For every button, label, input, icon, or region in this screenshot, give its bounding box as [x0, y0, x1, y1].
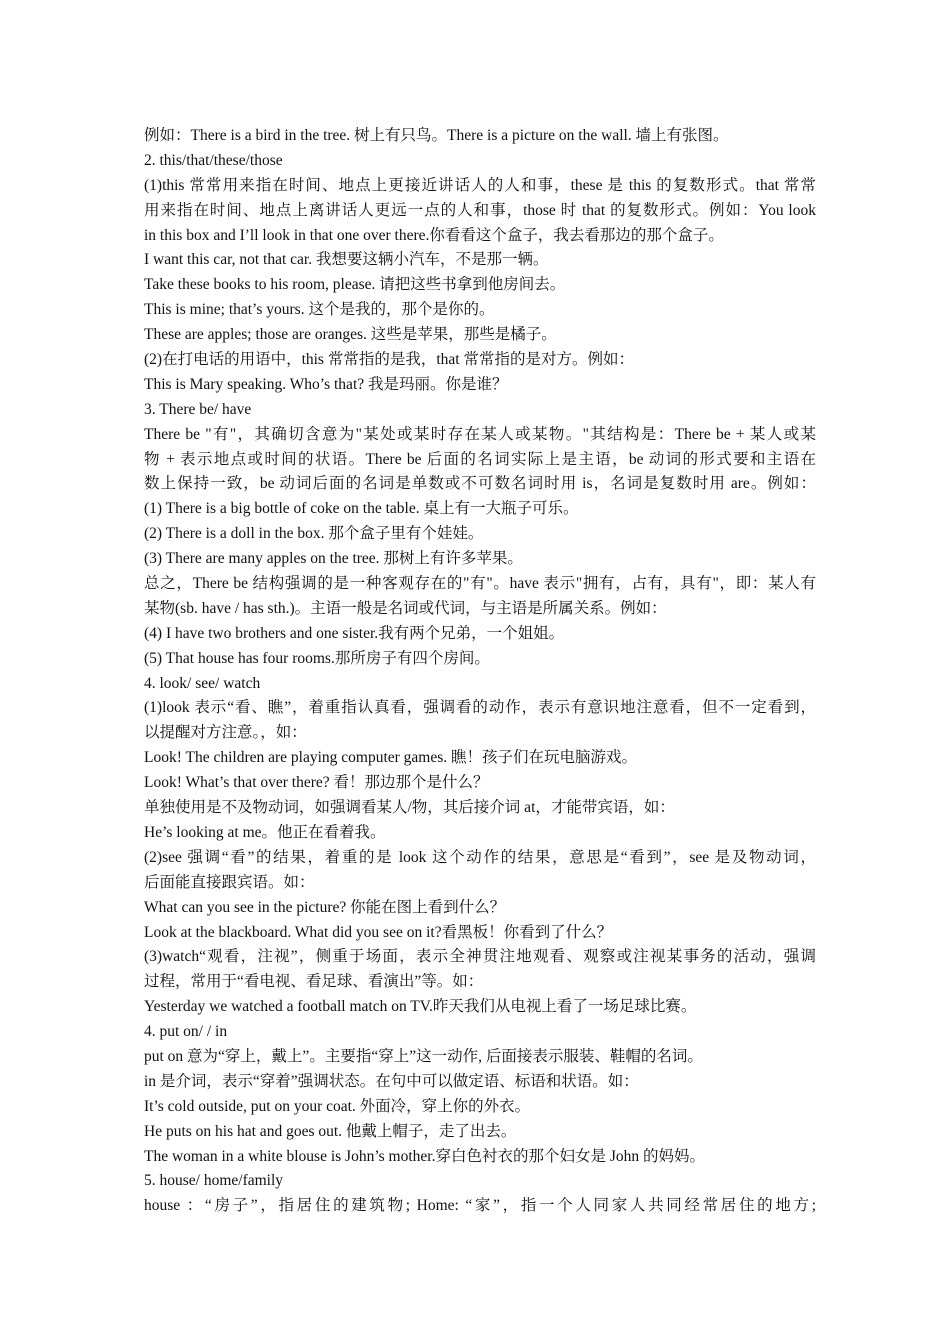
text-line: What can you see in the picture? 你能在图上看到什么？: [144, 898, 506, 916]
text-line: Take these books to his room, please. 请把这些书拿到他房间去。: [144, 276, 566, 294]
text-line: (4) I have two brothers and one sister.我有两个兄弟，一个姐姐。: [144, 624, 565, 642]
text-line: 4. put on/ / in: [144, 1023, 228, 1041]
text-line: (2)see 强调“看”的结果，着重的是 look 这个动作的结果，意思是“看到”，see 是及物动词，: [144, 848, 816, 866]
text-line: (1)look 表示“看、瞧”，着重指认真看，强调看的动作，表示有意识地注意看，但不一定看到，: [144, 699, 816, 717]
text-line: in this box and I’ll look in that one over there.你看看这个盒子，我去看那边的那个盒子。: [144, 226, 724, 244]
text-line: (3) There are many apples on the tree. 那树上有许多苹果。: [144, 550, 523, 568]
text-line: There be "有"，其确切含意为"某处或某时存在某人或某物。"其结构是：There be + 某人或某: [144, 425, 816, 443]
text-line: Yesterday we watched a football match on TV.昨天我们从电视上看了一场足球比赛。: [144, 998, 697, 1016]
document-body: [144, 124, 816, 1219]
text-line: These are apples; those are oranges. 这些是苹果，那些是橘子。: [144, 326, 557, 344]
text-line: 4. look/ see/ watch: [144, 674, 261, 692]
text-line: (3)watch“观看，注视”，侧重于场面，表示全神贯注地观看、观察或注视某事务的活动，强调: [144, 948, 816, 966]
text-line: 单独使用是不及物动词，如强调看某人/物，其后接介词 at，才能带宾语，如：: [144, 799, 675, 817]
text-line: 以提醒对方注意。，如：: [144, 724, 307, 742]
text-line: This is mine; that’s yours. 这个是我的，那个是你的。: [144, 301, 495, 319]
text-line: 后面能直接跟宾语。如：: [144, 873, 315, 891]
text-line: house ：“房子”，指居住的建筑物; Home: “家”，指一个人同家人共同经常居住的地方;: [144, 1197, 816, 1215]
text-line: He puts on his hat and goes out. 他戴上帽子，走了出去。: [144, 1122, 517, 1140]
text-line: (5) That house has four rooms.那所房子有四个房间。: [144, 649, 490, 667]
text-line: 用来指在时间、地点上离讲话人更远一点的人和事，those 时 that 的复数形式。例如：You look: [144, 201, 816, 219]
text-line: It’s cold outside, put on your coat. 外面冷，穿上你的外衣。: [144, 1097, 531, 1115]
text-line: The woman in a white blouse is John’s mother.穿白色衬衣的那个妇女是 John 的妈妈。: [144, 1147, 705, 1165]
text-line: This is Mary speaking. Who’s that? 我是玛丽。你是谁？: [144, 375, 508, 393]
text-line: (2)在打电话的用语中，this 常常指的是我，that 常常指的是对方。例如：: [144, 351, 634, 369]
text-line: Look! The children are playing computer games. 瞧！孩子们在玩电脑游戏。: [144, 749, 638, 767]
text-line: 过程，常用于“看电视、看足球、看演出”等。如：: [144, 973, 484, 991]
text-line: 5. house/ home/family: [144, 1172, 284, 1190]
text-line: 物 + 表示地点或时间的状语。There be 后面的名词实际上是主语，be 动词的形式要和主语在: [144, 450, 816, 468]
text-line: 数上保持一致，be 动词后面的名词是单数或不可数名词时用 is，名词是复数时用 are。例如：: [144, 475, 816, 493]
text-line: in 是介词，表示“穿着”强调状态。在句中可以做定语、标语和状语。如：: [144, 1072, 639, 1090]
text-line: He’s looking at me。他正在看着我。: [144, 823, 386, 841]
text-line: (1)this 常常用来指在时间、地点上更接近讲话人的人和事，these 是 this 的复数形式。that 常常: [144, 176, 816, 194]
text-line: (2) There is a doll in the box. 那个盒子里有个娃娃。: [144, 525, 484, 543]
text-line: Look at the blackboard. What did you see on it?看黑板！你看到了什么？: [144, 923, 613, 941]
text-line: I want this car, not that car. 我想要这辆小汽车，不是那一辆。: [144, 251, 549, 269]
text-line: put on 意为“穿上，戴上”。主要指“穿上”这一动作, 后面接表示服装、鞋帽的名词。: [144, 1047, 703, 1065]
text-line: 2. this/that/these/those: [144, 151, 283, 169]
text-line: 总之，There be 结构强调的是一种客观存在的"有"。have 表示"拥有，占有，具有"，即：某人有: [144, 575, 816, 593]
text-line: Look! What’s that over there? 看！那边那个是什么？: [144, 774, 489, 792]
text-line: 例如：There is a bird in the tree. 树上有只鸟。There is a picture on the wall. 墙上有张图。: [144, 127, 729, 144]
text-line: (1) There is a big bottle of coke on the table. 桌上有一大瓶子可乐。: [144, 500, 579, 518]
text-line: 3. There be/ have: [144, 400, 252, 418]
text-line: 某物(sb. have / has sth.)。主语一般是名词或代词，与主语是所属关系。例如：: [144, 599, 667, 617]
